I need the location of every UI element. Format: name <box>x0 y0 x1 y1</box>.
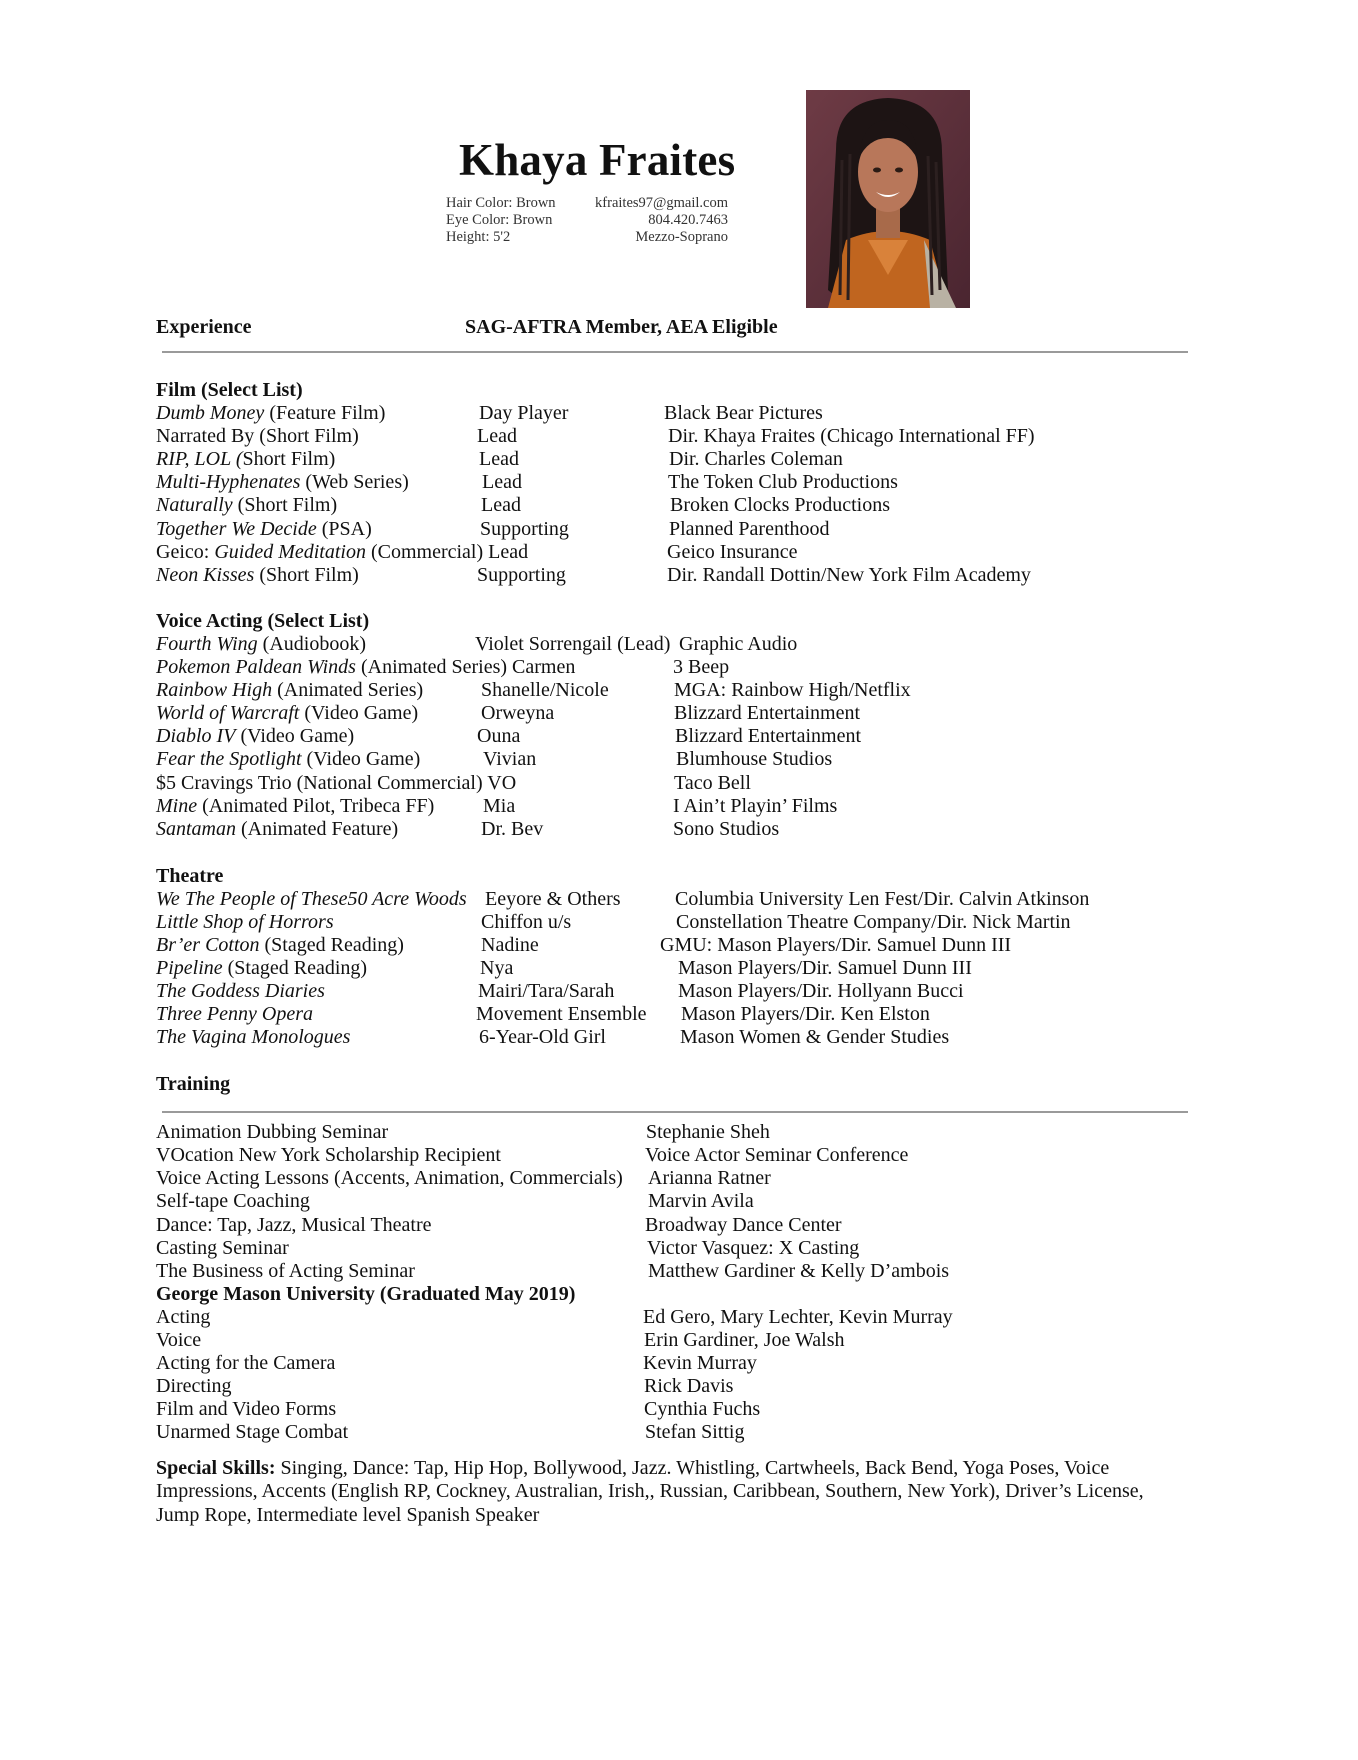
credit-company: Constellation Theatre Company/Dir. Nick Martin <box>676 911 1071 933</box>
credit-role: Lead <box>477 425 517 447</box>
credit-company: Black Bear Pictures <box>664 402 823 424</box>
credit-company: MGA: Rainbow High/Netflix <box>674 679 911 701</box>
credit-title: Guided Meditation <box>214 541 366 563</box>
eye-color: Eye Color: Brown <box>446 212 553 228</box>
credit-role: 6-Year-Old Girl <box>479 1026 606 1048</box>
special-skills <box>156 1457 1156 1527</box>
training-course: Unarmed Stage Combat <box>156 1421 349 1443</box>
credit-title: Santaman <box>156 818 236 840</box>
credit-title: Dumb Money <box>156 402 265 424</box>
credit-type: (Staged Reading) <box>222 957 368 979</box>
credit-prefix: Geico: <box>156 541 215 563</box>
credit-title: Rainbow High <box>156 679 273 701</box>
theatre-section-title: Theatre <box>156 865 224 887</box>
credit-role: Supporting <box>477 564 566 586</box>
training-course: Casting Seminar <box>156 1237 289 1259</box>
credit-role: Vivian <box>483 748 537 770</box>
credit-company: Mason Players/Dir. Ken Elston <box>681 1003 930 1025</box>
credit-company: 3 Beep <box>673 656 730 678</box>
credit-company: Mason Players/Dir. Hollyann Bucci <box>678 980 964 1002</box>
credit-type: (Video Game) <box>299 702 419 724</box>
credit-role: Supporting <box>480 518 569 540</box>
credit-company: GMU: Mason Players/Dir. Samuel Dunn III <box>660 934 1012 956</box>
credit-title: Three Penny Opera <box>156 1003 313 1025</box>
training-course: Self-tape Coaching <box>156 1190 310 1212</box>
credit-role: Nadine <box>481 934 539 956</box>
credit-role: Lead <box>482 471 522 493</box>
special-skills-label: Special Skills: <box>156 1457 276 1479</box>
credit-company: Blizzard Entertainment <box>674 702 861 724</box>
credit-company: Blumhouse Studios <box>676 748 833 770</box>
credit-type: Short Film) <box>242 448 336 470</box>
credit-title: Mine <box>156 795 198 817</box>
training-teacher: Arianna Ratner <box>648 1167 771 1189</box>
training-course: Film and Video Forms <box>156 1398 337 1420</box>
credit-type: (Video Game) <box>301 748 421 770</box>
credit-title: Pipeline <box>156 957 223 979</box>
credit-role: Movement Ensemble <box>476 1003 647 1025</box>
credit-type: (Feature Film) <box>264 402 386 424</box>
credit-type: (Animated Series) Carmen <box>355 656 576 678</box>
credit-company: Sono Studios <box>673 818 780 840</box>
training-teacher: Marvin Avila <box>648 1190 754 1212</box>
training-course: Directing <box>156 1375 232 1397</box>
training-course: The Business of Acting Seminar <box>156 1260 415 1282</box>
credit-role: Violet Sorrengail (Lead) <box>475 633 671 655</box>
special-skills-text: Singing, Dance: Tap, Hip Hop, Bollywood, Jazz. Whistling, Cartwheels, Back Bend, Yoga Poses, Voice Impressions, Accents (English RP, Cockney, Australian, Irish,, Russian, Caribbean, Southern, New York), Driver’s License, Jump Rope, Intermediate level Spanish Speaker <box>156 1457 1144 1526</box>
credit-title: Narrated By (Short Film) <box>156 425 359 447</box>
credit-role: Shanelle/Nicole <box>481 679 609 701</box>
training-teacher: Stephanie Sheh <box>646 1121 770 1143</box>
credit-role: Dr. Bev <box>481 818 544 840</box>
credit-title: World of Warcraft <box>156 702 300 724</box>
credit-type: (PSA) <box>316 518 372 540</box>
credit-company: Planned Parenthood <box>669 518 830 540</box>
credit-role: Day Player <box>479 402 569 424</box>
training-teacher: Ed Gero, Mary Lechter, Kevin Murray <box>643 1306 953 1328</box>
training-teacher: Erin Gardiner, Joe Walsh <box>644 1329 845 1351</box>
credit-type: (Audiobook) <box>257 633 366 655</box>
training-course: Voice Acting Lessons (Accents, Animation, Commercials) <box>156 1167 623 1189</box>
training-teacher: Matthew Gardiner & Kelly D’ambois <box>648 1260 950 1282</box>
height: Height: 5'2 <box>446 229 511 245</box>
credit-role: Mia <box>483 795 516 817</box>
credit-company: Dir. Charles Coleman <box>669 448 843 470</box>
credit-company: Columbia University Len Fest/Dir. Calvin Atkinson <box>675 888 1090 910</box>
contact-info <box>580 195 728 246</box>
training-teacher: Rick Davis <box>644 1375 734 1397</box>
credit-type: (Short Film) <box>254 564 359 586</box>
credit-company: Broken Clocks Productions <box>670 494 890 516</box>
email: kfraites97@gmail.com <box>595 195 728 211</box>
credit-company: Blizzard Entertainment <box>675 725 862 747</box>
credit-title: Little Shop of Horrors <box>156 911 334 933</box>
voice-section-title: Voice Acting (Select List) <box>156 610 370 632</box>
divider <box>162 351 1188 353</box>
credit-role: Eeyore & Others <box>485 888 621 910</box>
credit-title: Fear the Spotlight <box>156 748 302 770</box>
film-section-title: Film (Select List) <box>156 379 303 401</box>
credit-company: I Ain’t Playin’ Films <box>673 795 838 817</box>
credit-company: Graphic Audio <box>679 633 798 655</box>
credit-company: Mason Women & Gender Studies <box>680 1026 950 1048</box>
training-course: Voice <box>156 1329 202 1351</box>
divider <box>162 1111 1188 1113</box>
credit-title: Pokemon Paldean Winds <box>156 656 356 678</box>
credit-title: The Goddess Diaries <box>156 980 325 1002</box>
credit-role: Ouna <box>477 725 521 747</box>
credit-role: Lead <box>479 448 519 470</box>
credit-title: Neon Kisses <box>156 564 255 586</box>
credit-type: (Animated Pilot, Tribeca FF) <box>197 795 435 817</box>
university-heading: George Mason University (Graduated May 2019) <box>156 1283 576 1305</box>
physical-info <box>446 195 556 246</box>
credit-type: (Staged Reading) <box>259 934 404 956</box>
experience-heading: Experience <box>156 316 252 338</box>
training-teacher: Kevin Murray <box>643 1352 757 1374</box>
training-teacher: Voice Actor Seminar Conference <box>645 1144 909 1166</box>
credit-type: (Short Film) <box>232 494 338 516</box>
credit-type: (Web Series) <box>300 471 409 493</box>
credit-title: $5 Cravings Trio (National Commercial) VO <box>156 772 517 794</box>
credit-type: (Video Game) <box>235 725 355 747</box>
credit-type: (Commercial) Lead <box>365 541 529 563</box>
credit-company: Mason Players/Dir. Samuel Dunn III <box>678 957 972 979</box>
training-teacher: Broadway Dance Center <box>645 1214 842 1236</box>
credit-type: (Animated Series) <box>272 679 424 701</box>
headshot-photo <box>806 90 970 308</box>
credit-title: The Vagina Monologues <box>156 1026 351 1048</box>
union-status: SAG-AFTRA Member, AEA Eligible <box>465 316 778 338</box>
training-course: Dance: Tap, Jazz, Musical Theatre <box>156 1214 432 1236</box>
credit-company: Dir. Randall Dottin/New York Film Academy <box>667 564 1031 586</box>
credit-title: We The People of These50 Acre Woods <box>156 888 467 910</box>
training-teacher: Cynthia Fuchs <box>644 1398 761 1420</box>
training-course: Acting for the Camera <box>156 1352 336 1374</box>
credit-title: Diablo IV <box>156 725 236 747</box>
credit-type: (Animated Feature) <box>236 818 399 840</box>
credit-role: Chiffon u/s <box>481 911 572 933</box>
training-course: Acting <box>156 1306 211 1328</box>
credit-title: Br’er Cotton <box>156 934 260 956</box>
credit-title: RIP, LOL ( <box>156 448 243 470</box>
training-section-title: Training <box>156 1073 231 1095</box>
credit-title: Together We Decide <box>156 518 317 540</box>
training-course: VOcation New York Scholarship Recipient <box>156 1144 501 1166</box>
credit-company: Geico Insurance <box>667 541 798 563</box>
credit-title: Fourth Wing <box>156 633 258 655</box>
credit-company: Dir. Khaya Fraites (Chicago International FF) <box>668 425 1035 447</box>
training-teacher: Victor Vasquez: X Casting <box>647 1237 860 1259</box>
training-teacher: Stefan Sittig <box>645 1421 745 1443</box>
credit-role: Lead <box>481 494 521 516</box>
credit-title: Multi-Hyphenates <box>156 471 301 493</box>
credit-title: Naturally <box>156 494 233 516</box>
phone: 804.420.7463 <box>648 212 728 228</box>
credit-role: Nya <box>480 957 514 979</box>
credit-company: The Token Club Productions <box>668 471 898 493</box>
hair-color: Hair Color: Brown <box>446 195 556 211</box>
training-course: Animation Dubbing Seminar <box>156 1121 389 1143</box>
credit-role: Mairi/Tara/Sarah <box>478 980 615 1002</box>
voice-type: Mezzo-Soprano <box>635 229 728 245</box>
credit-role: Orweyna <box>481 702 555 724</box>
resume-name: Khaya Fraites <box>459 135 736 185</box>
credit-company: Taco Bell <box>674 772 751 794</box>
